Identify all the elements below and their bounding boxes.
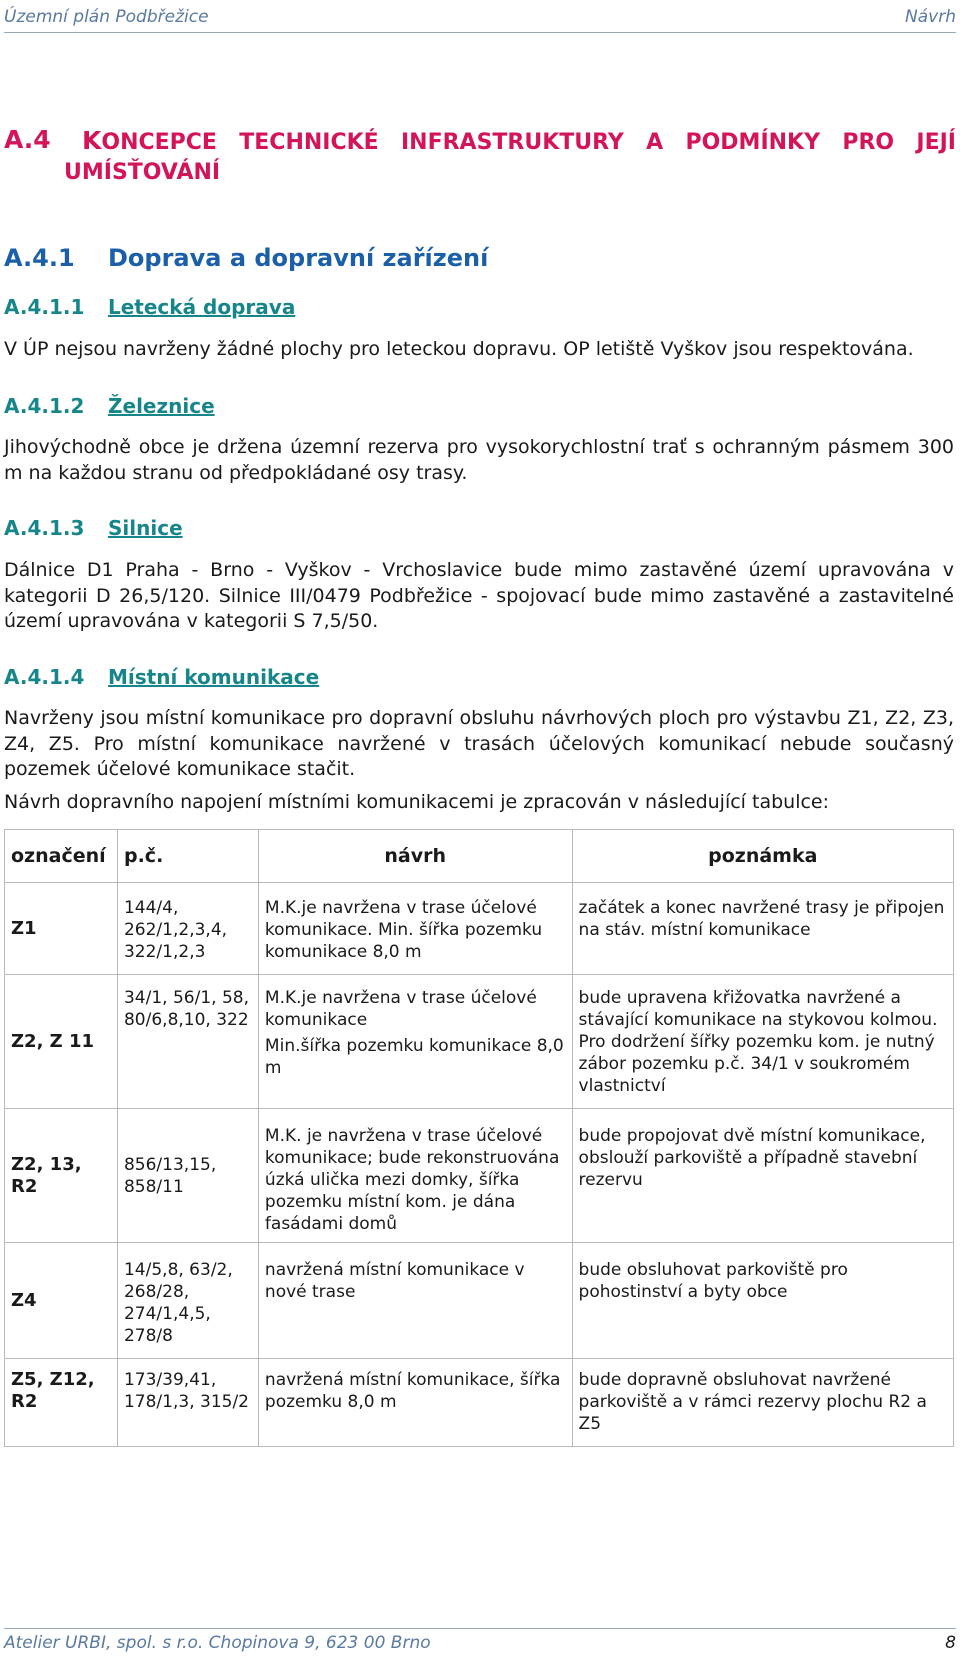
cell-note: bude obsluhovat parkoviště pro pohostinství a byty obce xyxy=(572,1243,953,1359)
cell-proposal xyxy=(258,883,572,975)
subsection-number: A.4.1.2 xyxy=(4,394,85,418)
paragraph-letecka: V ÚP nejsou navrženy žádné plochy pro leteckou dopravu. OP letiště Vyškov jsou respektována. xyxy=(4,338,914,360)
column-header: návrh xyxy=(258,830,572,883)
cell-code: Z2, Z 11 xyxy=(5,975,118,1109)
section-number: A.4.1 xyxy=(4,244,75,272)
paragraph-silnice: Dálnice D1 Praha - Brno - Vyškov - Vrchoslavice bude mimo zastavěné území upravována v kategorii D 26,5/120. Silnice III/0479 Podbřežice - spojovací bude mimo zastavěné a zastavitelné území upravována v kategorii S 7,5/50. xyxy=(4,559,954,633)
subsection-number: A.4.1.3 xyxy=(4,516,85,540)
subsection-heading-letecka xyxy=(4,294,296,321)
table-row xyxy=(5,975,954,1109)
table-header-row xyxy=(5,830,954,883)
cell-code: Z5, Z12, R2 xyxy=(5,1359,118,1447)
cell-code: Z1 xyxy=(5,883,118,975)
paragraph-table-intro: Návrh dopravního napojení místními komunikacemi je zpracován v následující tabulce: xyxy=(4,791,830,813)
cell-note: bude upravena křižovatka navržené a stávající komunikace na stykovou kolmou. Pro dodržení šířky pozemku kom. je nutný zábor pozemku p.č. 34/1 v soukromém vlastnictví xyxy=(572,975,953,1109)
subsection-number: A.4.1.1 xyxy=(4,295,85,319)
header-document-title: Územní plán Podbřežice xyxy=(4,7,209,27)
cell-proposal xyxy=(258,1359,572,1447)
page-number: 8 xyxy=(945,1633,956,1653)
subsection-number: A.4.1.4 xyxy=(4,665,85,689)
cell-proposal xyxy=(258,1109,572,1243)
column-header: poznámka xyxy=(572,830,953,883)
page-footer xyxy=(4,1628,956,1657)
main-heading-initial: K xyxy=(82,126,102,155)
subsection-heading-silnice xyxy=(4,515,183,542)
subsection-title: Letecká doprava xyxy=(108,295,296,319)
table-row xyxy=(5,1109,954,1243)
table-row xyxy=(5,883,954,975)
column-header: p.č. xyxy=(117,830,258,883)
subsection-heading-mistni xyxy=(4,664,320,691)
cell-proposal xyxy=(258,1243,572,1359)
cell-parcels: 14/5,8, 63/2, 268/28, 274/1,4,5, 278/8 xyxy=(117,1243,258,1359)
cell-parcels: 173/39,41, 178/1,3, 315/2 xyxy=(117,1359,258,1447)
proposal-text: navržená místní komunikace, šířka pozemku 8,0 m xyxy=(264,1370,561,1412)
subsection-title: Silnice xyxy=(108,516,183,540)
proposal-text-2: Min.šířka pozemku komunikace 8,0 m xyxy=(264,1036,564,1078)
main-heading-line1 xyxy=(82,125,956,159)
cell-parcels: 856/13,15, 858/11 xyxy=(117,1109,258,1243)
main-heading-number: A.4 xyxy=(4,125,51,154)
table-row xyxy=(5,1243,954,1359)
footer-company: Atelier URBI, spol. s r.o. Chopinova 9, 623 00 Brno xyxy=(4,1633,431,1653)
paragraph-zeleznice: Jihovýchodně obce je držena územní rezerva pro vysokorychlostní trať s ochranným pásmem 300 m na každou stranu od předpokládané osy trasy. xyxy=(4,436,954,484)
cell-note: bude propojovat dvě místní komunikace, obslouží parkoviště a případně stavební rezervu xyxy=(572,1109,953,1243)
header-status: Návrh xyxy=(905,7,956,27)
main-heading-line2: UMÍSŤOVÁNÍ xyxy=(64,160,221,185)
table-row xyxy=(5,1359,954,1447)
subsection-title: Železnice xyxy=(108,394,215,418)
proposal-text: M.K.je navržena v trase účelové komunikace. Min. šířka pozemku komunikace 8,0 m xyxy=(264,898,543,962)
cell-parcels: 34/1, 56/1, 58, 80/6,8,10, 322 xyxy=(117,975,258,1109)
page-header xyxy=(4,6,956,33)
cell-note: začátek a konec navržené trasy je připojen na stáv. místní komunikace xyxy=(572,883,953,975)
section-heading xyxy=(4,242,489,274)
road-connections-table xyxy=(4,829,954,1447)
cell-code: Z4 xyxy=(5,1243,118,1359)
paragraph-mistni: Navrženy jsou místní komunikace pro dopravní obsluhu návrhových ploch pro výstavbu Z1, Z2, Z3, Z4, Z5. Pro místní komunikace navržené v trasách účelových komunikací nebude současný pozemek účelové komunikace stačit. xyxy=(4,707,954,781)
proposal-text: M.K. je navržena v trase účelové komunikace; bude rekonstruována úzká ulička mezi domky, šířka pozemku místní kom. je dána fasádami domů xyxy=(264,1126,560,1234)
subsection-heading-zeleznice xyxy=(4,393,215,420)
cell-parcels: 144/4, 262/1,2,3,4, 322/1,2,3 xyxy=(117,883,258,975)
subsection-title: Místní komunikace xyxy=(108,665,320,689)
cell-note: bude dopravně obsluhovat navržené parkoviště a v rámci rezervy plochu R2 a Z5 xyxy=(572,1359,953,1447)
column-header: označení xyxy=(5,830,118,883)
main-heading-rest: ONCEPCE TECHNICKÉ INFRASTRUKTURY A PODMÍNKY PRO JEJÍ xyxy=(101,130,956,155)
section-title: Doprava a dopravní zařízení xyxy=(108,244,489,272)
cell-code: Z2, 13, R2 xyxy=(5,1109,118,1243)
proposal-text: M.K.je navržena v trase účelové komunikace xyxy=(264,988,537,1030)
proposal-text: navržená místní komunikace v nové trase xyxy=(264,1260,525,1302)
cell-proposal xyxy=(258,975,572,1109)
